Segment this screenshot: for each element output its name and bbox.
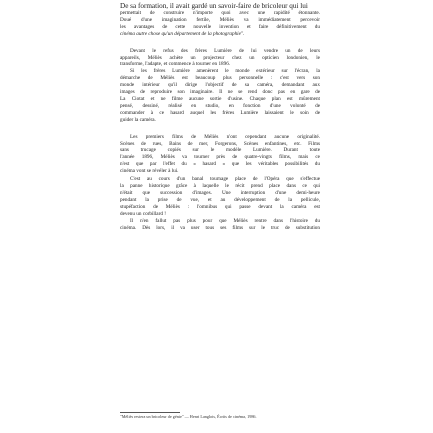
text-line: Doué d'une imagination fertile, Méliès va immédiatement percevoir [120,16,320,23]
text-line: devenu un corbillard ! [120,210,166,217]
text-line: Si les frères Lumière amenèrent le monde extérieur sur l'écran, la [130,68,320,75]
text-line: pendant la prise de vue, et au développement de la pellicule, [120,196,320,203]
text-line: appareils, Méliès achète un projecteur chez un opticien londonien, le [120,54,320,61]
paragraph-3 [120,134,320,175]
text-line: stupéfaction de Méliès : l'omnibus qui passe devant la caméra est [120,203,320,210]
text-line: Il n'en fallut pas plus pour que Méliès rentre dans l'histoire du [130,218,320,225]
text-line: l'année 1896, Méliès va tourner près de quatre-vingts films, mais ce [120,154,320,161]
text-line: images de reproduire son imaginaire. Il ne se rend donc pas en gare de [120,89,320,96]
footnote-separator [120,412,180,413]
text-line: De sa formation, il avait gardé un savoir-faire de bricoleur qui lui [120,2,308,10]
text-line: transforme, l'adapte, et commence à tourner en 1896. [120,61,231,68]
text-line: cinéma. Dès lors, il va user tous ses films sur le truc de substitution [120,225,320,232]
text-line: n'était que succession d'images. Une interruption d'une demi-heure [120,189,320,196]
text-line: La Ciotat et ne filme aucune sortie d'usine. Chaque plan est mûrement [120,95,320,102]
text-line: n'est que par l'effet du « hasard » que les véritables possibilités du [120,161,320,168]
text-line: cinéma vont se révéler à lui. [120,168,179,175]
footnote [120,414,320,419]
text-line: Devant le refus des frères Lumière de lui vendre un de leurs [130,47,320,54]
text-line: commander à ce hasard auquel les frères Lumière laissaient le soin de [120,109,320,116]
text-column [120,2,320,232]
text-line: Scènes de rues, Bains de mer, Forgerons, Scènes enfantines, etc. Films [120,140,320,147]
paragraph-1 [120,2,320,38]
footnote-line: "Méliès restera un bricoleur de génie" — Henri Langlois, Écrits de cinéma, 1986. [120,414,257,419]
text-line: sans trucage copiés sur le modèle Lumière. Durant toute [120,147,320,154]
text-line: démarche de Méliès est beaucoup plus personnelle : c'est vers son [120,75,320,82]
text-line: la panne historique grâce à laquelle le récit prend place dans ce qui [120,182,320,189]
paragraph-4 [120,176,320,217]
text-line: C'est au cours d'un banal tournage place de l'Opéra que s'effectue [130,176,320,183]
paragraph-2 [120,48,320,124]
text-line: les avantages de cette nouvelle invention et faire définitivement du [120,23,320,30]
text-line: monde intérieur qu'il dirige l'objectif de sa caméra, demandant aux [120,82,320,89]
text-line: pensé, dessiné, réalisé en studio, en fonction d'une volonté de [120,102,320,109]
paragraph-5 [120,218,320,232]
text-line: permettait de construire n'importe quoi avec une rapidité étonnante. [120,10,320,16]
text-line: guider la caméra. [120,116,156,123]
text-line: Les premiers films de Méliès n'ont cependant aucune originalité. [130,133,320,140]
text-line: cinéma autre chose qu'un département de la photographie". [120,30,245,37]
